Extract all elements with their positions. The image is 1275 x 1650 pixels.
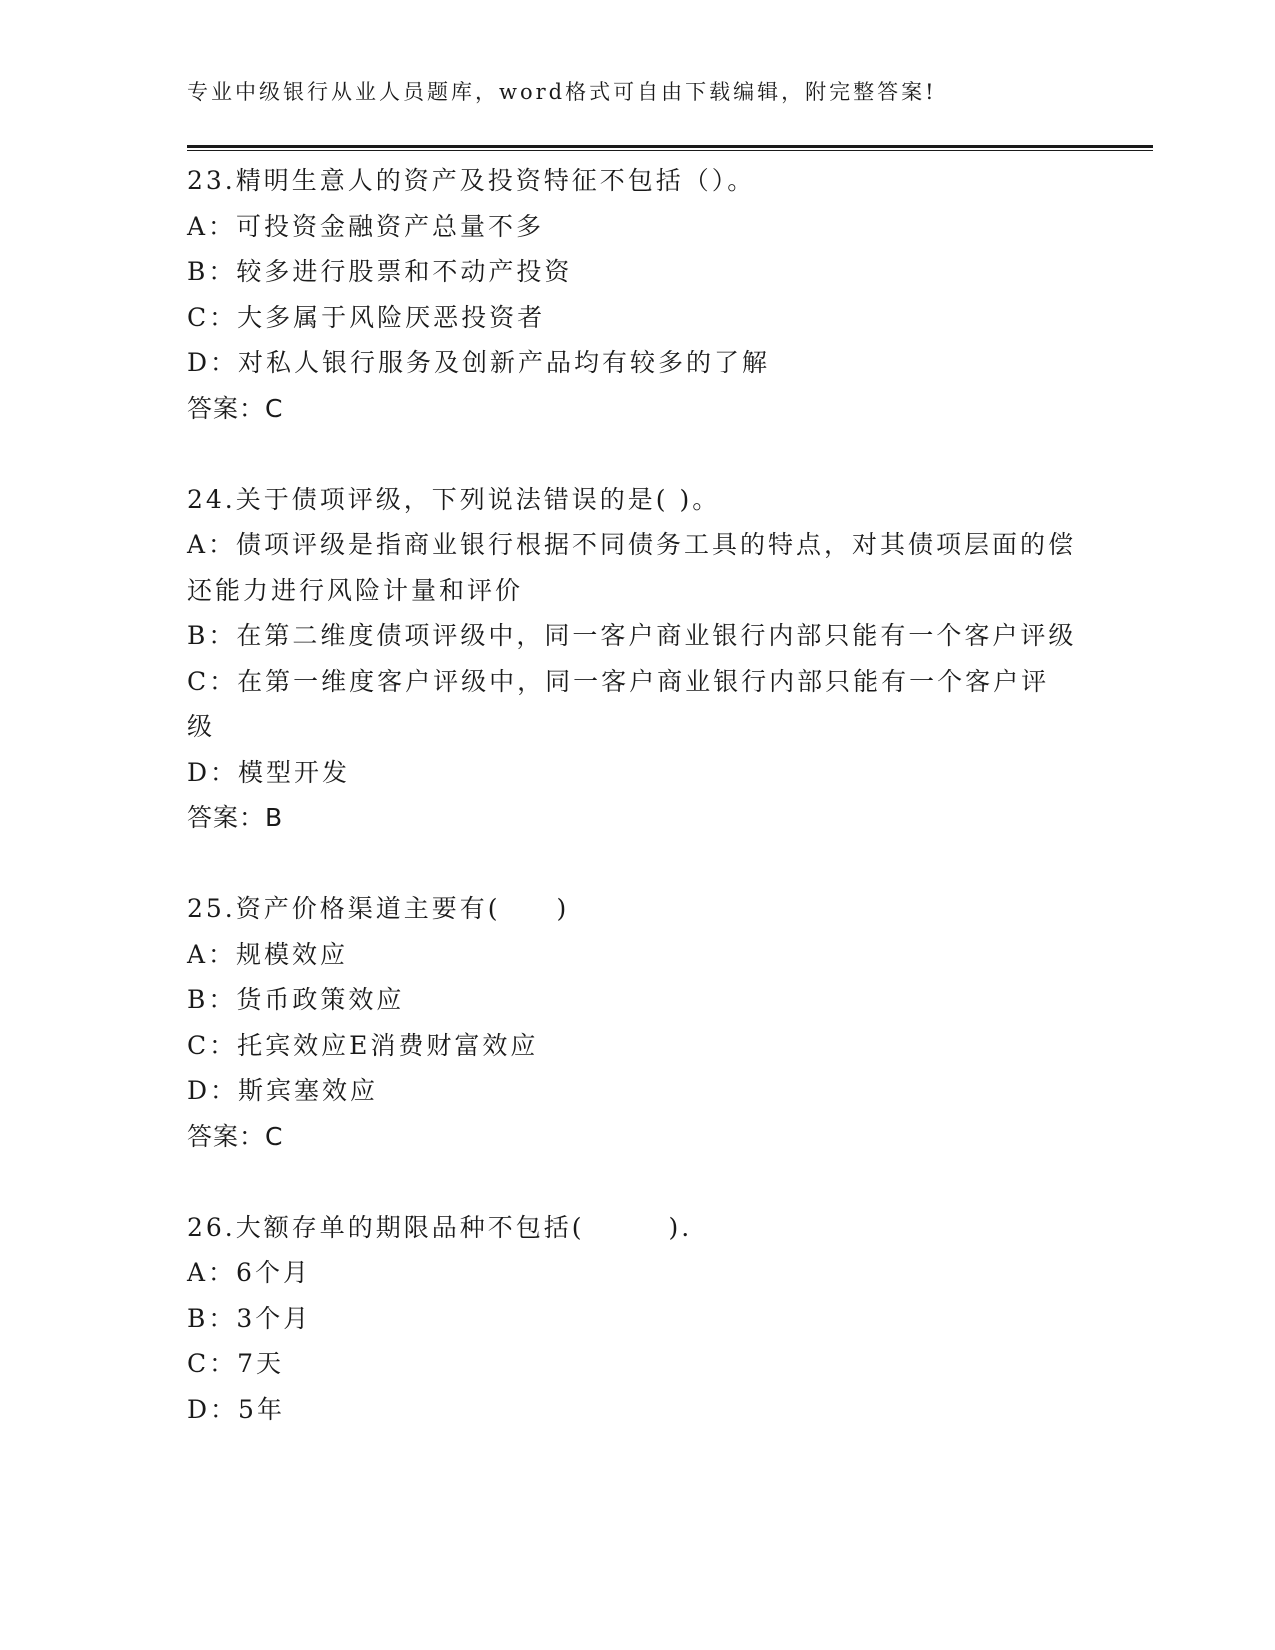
option-d: D：对私人银行服务及创新产品均有较多的了解 xyxy=(187,348,771,377)
header-divider-thick xyxy=(187,145,1153,148)
question-stem: 23.精明生意人的资产及投资特征不包括（）。 xyxy=(187,166,756,195)
option-b: B：较多进行股票和不动产投资 xyxy=(187,257,573,286)
header-divider xyxy=(187,145,1153,152)
option-d: D：斯宾塞效应 xyxy=(187,1076,379,1105)
option-c: C：托宾效应E消费财富效应 xyxy=(187,1030,539,1060)
question-spacer xyxy=(187,1159,1077,1205)
question-block xyxy=(187,477,1077,841)
option-a: A：6个月 xyxy=(187,1258,311,1287)
question-stem: 26.大额存单的期限品种不包括( ). xyxy=(187,1212,693,1242)
option-d: D：模型开发 xyxy=(187,757,351,787)
option-b: B：在第二维度债项评级中，同一客户商业银行内部只能有一个客户评级 xyxy=(187,621,1077,650)
option-a: A：规模效应 xyxy=(187,939,349,969)
question-list xyxy=(187,158,1077,1432)
page-header: 专业中级银行从业人员题库，word格式可自由下载编辑，附完整答案! xyxy=(187,80,937,104)
option-d: D：5年 xyxy=(187,1394,285,1424)
option-a: A：债项评级是指商业银行根据不同债务工具的特点，对其债项层面的偿还能力进行风险计量和评价 xyxy=(187,530,1077,605)
answer-line: 答案：C xyxy=(187,393,284,423)
question-stem: 25.资产价格渠道主要有( ) xyxy=(187,894,570,923)
question-spacer xyxy=(187,841,1077,887)
option-c: C：7天 xyxy=(187,1349,285,1378)
option-c: C：在第一维度客户评级中，同一客户商业银行内部只能有一个客户评级 xyxy=(187,666,1050,741)
question-spacer xyxy=(187,431,1077,477)
header-divider-thin xyxy=(187,150,1153,151)
question-block xyxy=(187,158,1077,431)
question-stem: 24.关于债项评级，下列说法错误的是( )。 xyxy=(187,484,721,514)
option-c: C：大多属于风险厌恶投资者 xyxy=(187,302,546,332)
option-a: A：可投资金融资产总量不多 xyxy=(187,211,545,241)
option-b: B：3个月 xyxy=(187,1303,312,1333)
answer-line: 答案：B xyxy=(187,803,284,832)
question-block xyxy=(187,1205,1077,1433)
answer-line: 答案：C xyxy=(187,1121,284,1151)
option-b: B：货币政策效应 xyxy=(187,985,405,1014)
question-block xyxy=(187,886,1077,1159)
